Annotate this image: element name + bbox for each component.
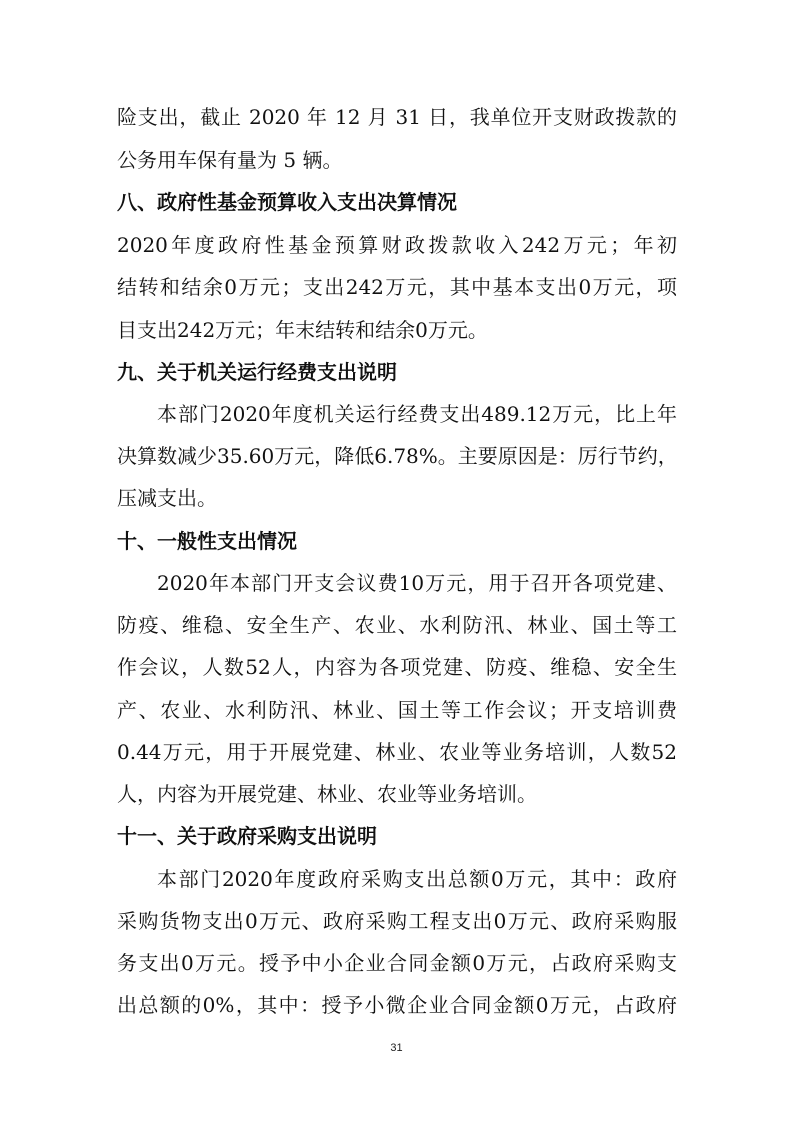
text-line: 防疫、维稳、安全生产、农业、水利防汛、林业、国土等工 (117, 613, 677, 637)
section-heading: 十一、关于政府采购支出说明 (117, 824, 377, 848)
section-heading: 十、一般性支出情况 (117, 529, 297, 553)
text-line: 险支出，截止 2020 年 12 月 31 日，我单位开支财政拨款的 (117, 105, 677, 129)
text-line: 目支出242万元；年末结转和结余0万元。 (117, 318, 488, 342)
text-line: 人，内容为开展党建、林业、农业等业务培训。 (117, 782, 537, 806)
text-line: 公务用车保有量为 5 辆。 (117, 148, 343, 172)
text-line: 产、农业、水利防汛、林业、国土等工作会议；开支培训费 (117, 698, 677, 722)
text-line: 采购货物支出0万元、政府采购工程支出0万元、政府采购服 (117, 909, 677, 933)
text-line: 结转和结余0万元；支出242万元，其中基本支出0万元，项 (117, 275, 677, 299)
text-line: 2020年度政府性基金预算财政拨款收入242万元；年初 (117, 233, 677, 257)
text-line: 决算数减少35.60万元，降低6.78%。主要原因是：厉行节约， (117, 444, 678, 468)
section-heading: 八、政府性基金预算收入支出决算情况 (117, 190, 457, 214)
text-line: 出总额的0%，其中：授予小微企业合同金额0万元，占政府 (117, 993, 677, 1017)
text-line: 务支出0万元。授予中小企业合同金额0万元，占政府采购支 (117, 951, 677, 975)
text-line: 2020年本部门开支会议费10万元，用于召开各项党建、 (157, 571, 677, 595)
text-line: 作会议，人数52人，内容为各项党建、防疫、维稳、安全生 (117, 655, 677, 679)
text-line: 本部门2020年度机关运行经费支出489.12万元，比上年 (157, 402, 677, 426)
page-number: 31 (390, 1042, 403, 1054)
text-line: 压减支出。 (117, 486, 217, 510)
text-line: 本部门2020年度政府采购支出总额0万元，其中：政府 (157, 867, 677, 891)
section-heading: 九、关于机关运行经费支出说明 (117, 360, 397, 384)
text-line: 0.44万元，用于开展党建、林业、农业等业务培训，人数52 (117, 740, 677, 764)
